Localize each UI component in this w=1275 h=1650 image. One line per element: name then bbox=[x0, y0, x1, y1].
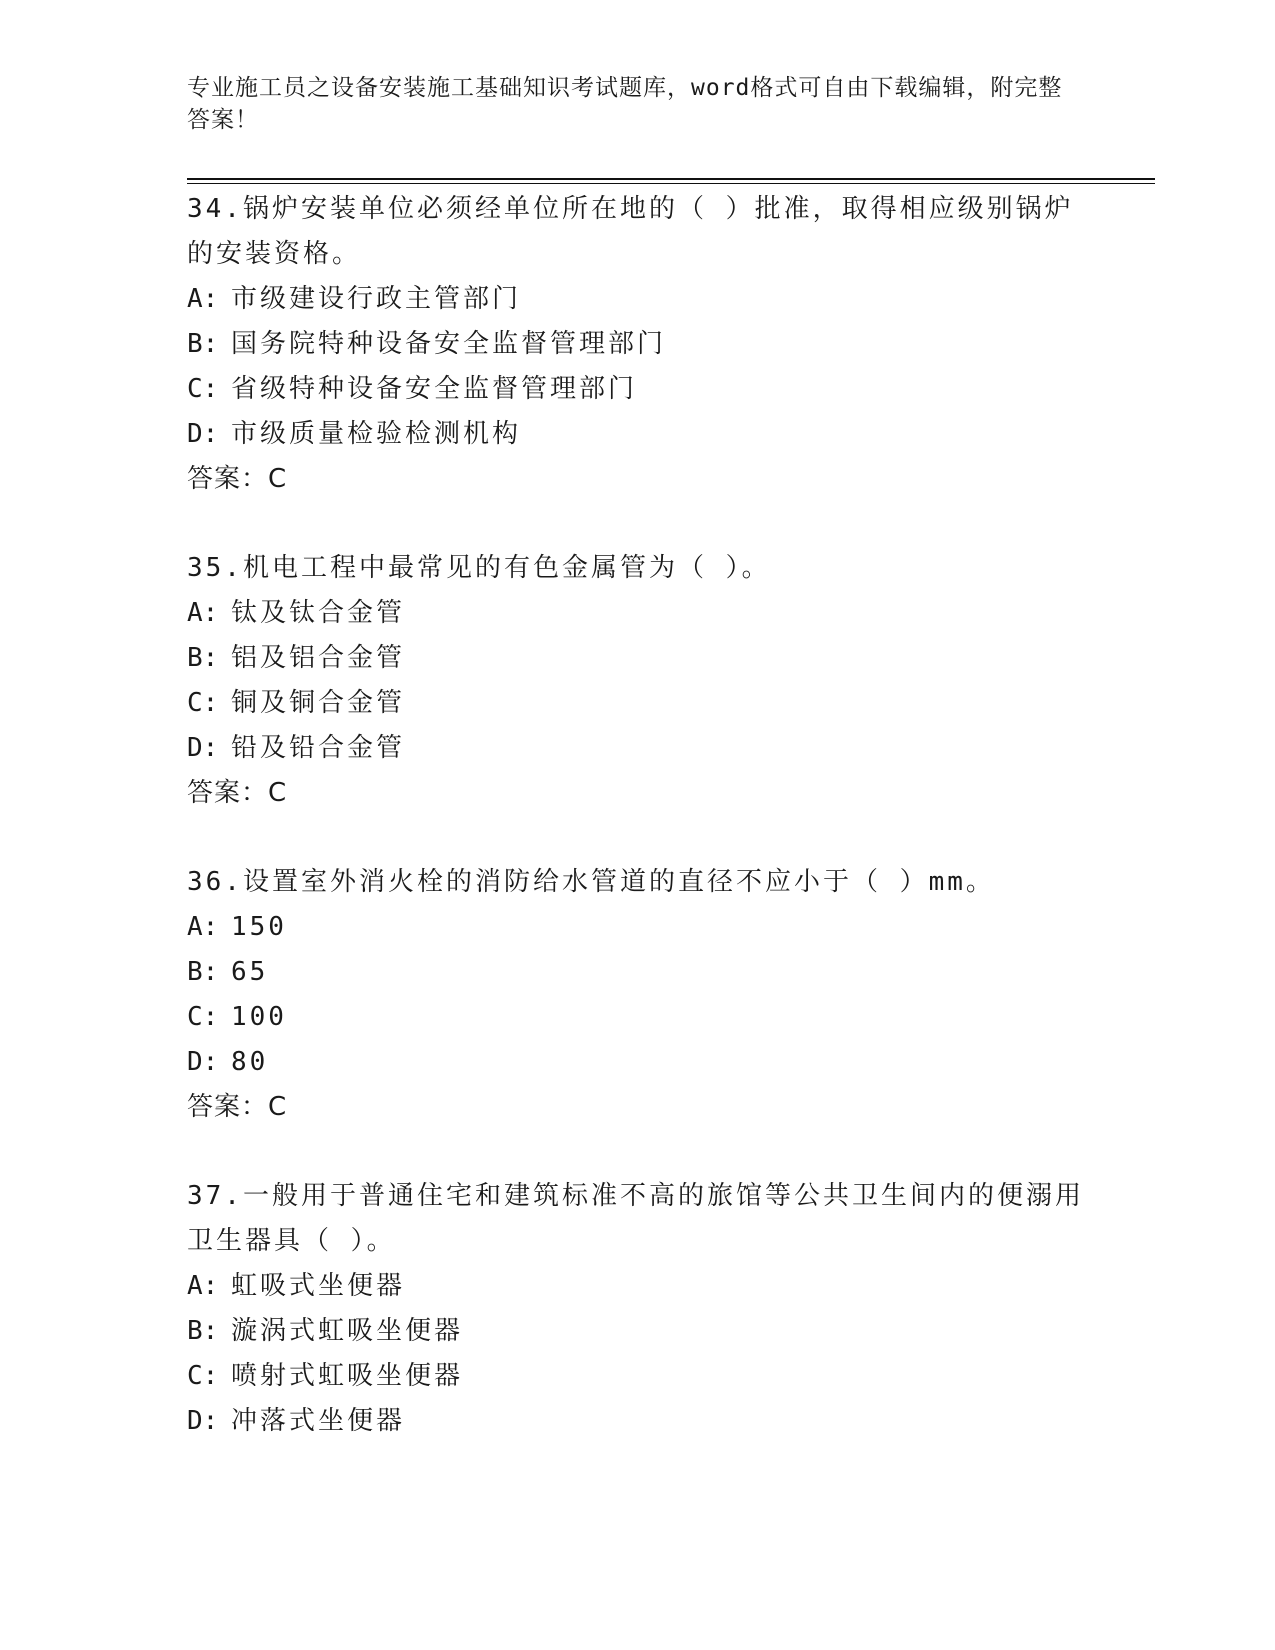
question-34 bbox=[187, 187, 1087, 502]
option-b bbox=[187, 1309, 1087, 1354]
question-35 bbox=[187, 546, 1087, 816]
option-letter: B: bbox=[187, 643, 219, 673]
option-letter: C: bbox=[187, 688, 219, 718]
option-text: 国务院特种设备安全监督管理部门 bbox=[231, 329, 667, 359]
option-text: 100 bbox=[231, 1002, 287, 1032]
option-letter: C: bbox=[187, 1361, 219, 1391]
option-letter: D: bbox=[187, 419, 219, 449]
option-letter: B: bbox=[187, 329, 219, 359]
option-d bbox=[187, 412, 1087, 457]
answer-line: 答案：C bbox=[187, 464, 288, 494]
option-letter: A: bbox=[187, 284, 219, 314]
question-stem: 37.一般用于普通住宅和建筑标准不高的旅馆等公共卫生间内的便溺用卫生器具（ ）。 bbox=[187, 1181, 1084, 1256]
option-d bbox=[187, 1399, 1087, 1444]
option-letter: B: bbox=[187, 957, 219, 987]
option-d bbox=[187, 1040, 1087, 1085]
option-text: 80 bbox=[231, 1047, 269, 1077]
option-text: 市级建设行政主管部门 bbox=[231, 284, 522, 314]
option-c bbox=[187, 681, 1087, 726]
option-letter: A: bbox=[187, 912, 219, 942]
question-stem: 35.机电工程中最常见的有色金属管为（ ）。 bbox=[187, 553, 771, 583]
option-letter: D: bbox=[187, 1406, 219, 1436]
option-text: 喷射式虹吸坐便器 bbox=[231, 1361, 464, 1391]
option-a bbox=[187, 1264, 1087, 1309]
document-header: 专业施工员之设备安装施工基础知识考试题库，word格式可自由下载编辑，附完整答案！ bbox=[187, 75, 1063, 133]
option-c bbox=[187, 367, 1087, 412]
option-c bbox=[187, 1354, 1087, 1399]
option-b bbox=[187, 322, 1087, 367]
option-text: 150 bbox=[231, 912, 287, 942]
option-letter: D: bbox=[187, 1047, 219, 1077]
question-37 bbox=[187, 1174, 1087, 1444]
option-text: 市级质量检验检测机构 bbox=[231, 419, 522, 449]
option-letter: C: bbox=[187, 1002, 219, 1032]
option-d bbox=[187, 726, 1087, 771]
option-a bbox=[187, 905, 1087, 950]
option-text: 铝及铝合金管 bbox=[231, 643, 406, 673]
option-a bbox=[187, 591, 1087, 636]
option-text: 铅及铅合金管 bbox=[231, 733, 406, 763]
answer-line: 答案：C bbox=[187, 778, 288, 808]
question-36 bbox=[187, 860, 1087, 1130]
option-a bbox=[187, 277, 1087, 322]
answer-line: 答案：C bbox=[187, 1092, 288, 1122]
option-b bbox=[187, 636, 1087, 681]
option-letter: D: bbox=[187, 733, 219, 763]
option-text: 铜及铜合金管 bbox=[231, 688, 406, 718]
option-text: 虹吸式坐便器 bbox=[231, 1271, 406, 1301]
option-letter: B: bbox=[187, 1316, 219, 1346]
question-list bbox=[187, 187, 1087, 1488]
option-text: 钛及钛合金管 bbox=[231, 598, 406, 628]
question-stem: 34.锅炉安装单位必须经单位所在地的（ ）批准，取得相应级别锅炉的安装资格。 bbox=[187, 194, 1074, 269]
header-divider-thick bbox=[187, 178, 1155, 180]
header-divider-thin bbox=[187, 183, 1155, 184]
option-text: 漩涡式虹吸坐便器 bbox=[231, 1316, 464, 1346]
option-letter: C: bbox=[187, 374, 219, 404]
option-letter: A: bbox=[187, 1271, 219, 1301]
question-stem: 36.设置室外消火栓的消防给水管道的直径不应小于（ ）mm。 bbox=[187, 867, 995, 897]
option-text: 冲落式坐便器 bbox=[231, 1406, 406, 1436]
option-b bbox=[187, 950, 1087, 995]
option-text: 65 bbox=[231, 957, 269, 987]
option-c bbox=[187, 995, 1087, 1040]
option-letter: A: bbox=[187, 598, 219, 628]
option-text: 省级特种设备安全监督管理部门 bbox=[231, 374, 638, 404]
